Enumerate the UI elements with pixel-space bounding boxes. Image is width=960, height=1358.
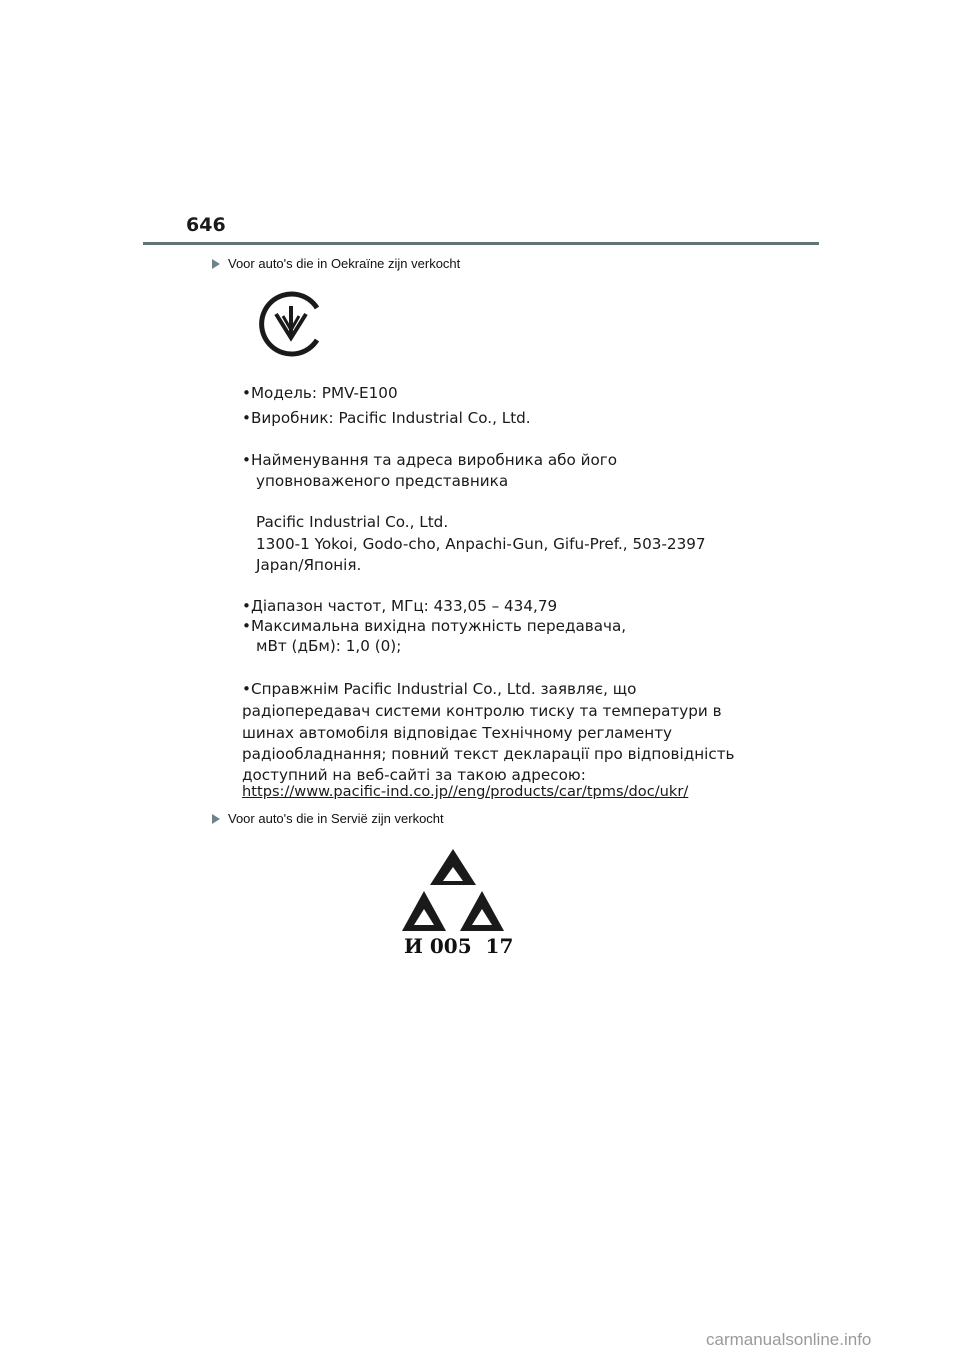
section-heading-text: Voor auto's die in Oekraïne zijn verkocht bbox=[228, 256, 461, 271]
header-rule bbox=[143, 242, 819, 245]
section-heading-serbia bbox=[212, 811, 444, 826]
declaration-url: https://www.pacific-ind.co.jp//eng/products/car/tpms/doc/ukr/ bbox=[242, 783, 689, 800]
label-line-address: 1300-1 Yokoi, Godo-cho, Anpachi-Gun, Gifu-Pref., 503-2397 bbox=[256, 535, 706, 553]
label-line-power-1: •Максимальна вихідна потужність передавача, bbox=[242, 617, 627, 635]
label-line-declaration-4: радіообладнання; повний текст декларації про відповідність bbox=[242, 745, 735, 763]
watermark: carmanualsonline.info bbox=[706, 1330, 872, 1349]
label-line-frequency: •Діапазон частот, МГц: 433,05 – 434,79 bbox=[242, 597, 558, 615]
section-heading-text: Voor auto's die in Servië zijn verkocht bbox=[228, 811, 444, 826]
label-line-representative-2: уповноваженого представника bbox=[256, 472, 509, 490]
label-line-declaration-5: доступний на веб-сайті за такою адресою: bbox=[242, 766, 586, 784]
page-number: 646 bbox=[186, 214, 226, 236]
label-line-representative-1: •Найменування та адреса виробника або його bbox=[242, 451, 618, 469]
section-heading-ukraine bbox=[212, 256, 460, 271]
triangle-bullet-icon bbox=[212, 259, 220, 269]
label-line-manufacturer: •Виробник: Pacific Industrial Co., Ltd. bbox=[242, 409, 531, 427]
label-line-country: Japan/Японія. bbox=[256, 556, 362, 574]
label-line-power-2: мВт (дБм): 1,0 (0); bbox=[256, 637, 402, 655]
label-line-declaration-1: •Справжнім Pacific Industrial Co., Ltd. заявляє, що bbox=[242, 680, 637, 698]
serbia-mark-code: И 005 17 bbox=[404, 934, 514, 958]
label-line-declaration-3: шинах автомобіля відповідає Технічному регламенту bbox=[242, 724, 673, 742]
triangle-bullet-icon bbox=[212, 814, 220, 824]
label-line-declaration-2: радіопередавач системи контролю тиску та температури в bbox=[242, 702, 722, 720]
label-line-model: •Модель: PMV-E100 bbox=[242, 384, 398, 402]
label-line-company: Pacific Industrial Co., Ltd. bbox=[256, 513, 449, 531]
serbia-triangle-conformity-mark-icon bbox=[400, 845, 506, 941]
ukraine-conformity-mark-icon bbox=[257, 290, 325, 358]
